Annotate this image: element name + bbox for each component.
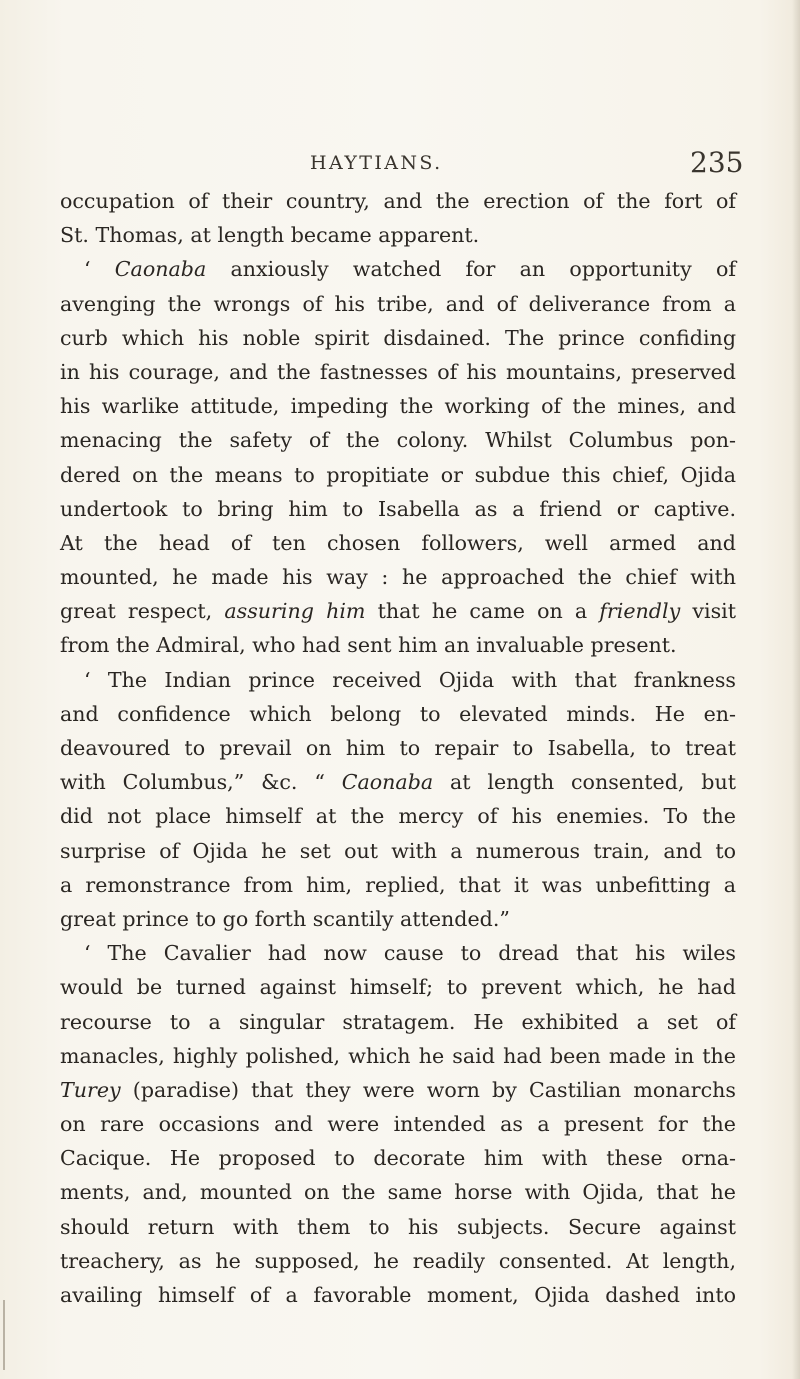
text-segment: with Columbus,” &c. “ — [60, 770, 342, 795]
text-line — [60, 1107, 736, 1141]
text-line — [60, 765, 736, 799]
text-segment: great respect, — [60, 599, 225, 624]
text-line — [60, 697, 736, 731]
text-line — [60, 526, 736, 560]
text-segment: from the Admiral, who had sent him an invaluable present. — [60, 633, 677, 658]
body-text — [60, 184, 736, 1312]
text-line — [60, 1210, 736, 1244]
text-line — [60, 252, 736, 286]
text-line — [60, 287, 736, 321]
text-line — [60, 868, 736, 902]
text-segment: visit — [680, 599, 737, 624]
page-edge-shadow — [792, 0, 800, 1379]
text-segment: availing himself of a favorable moment, Ojida dashed into — [60, 1283, 736, 1307]
italic-text: Caonaba — [114, 257, 207, 282]
text-segment: recourse to a singular stratagem. He exhibited a set of — [60, 1009, 736, 1034]
text-segment: ‘ — [84, 257, 115, 282]
text-segment: at length consented, but — [433, 770, 736, 795]
running-title: HAYTIANS. — [310, 152, 443, 174]
italic-text: friendly — [599, 599, 681, 624]
text-line — [60, 492, 736, 526]
text-line — [60, 1244, 736, 1278]
italic-text: Turey — [60, 1077, 121, 1102]
text-line — [60, 1073, 736, 1107]
text-segment: great prince to go forth scantily attended.” — [60, 906, 510, 931]
text-segment: (paradise) that they were worn by Castilian monarchs — [120, 1077, 736, 1102]
text-segment: deavoured to prevail on him to repair to Isabella, to treat — [60, 736, 736, 760]
text-line — [60, 560, 736, 594]
margin-mark — [3, 1300, 5, 1370]
text-line — [60, 902, 736, 936]
text-segment: avenging the wrongs of his tribe, and of deliverance from a — [60, 291, 736, 316]
text-segment: should return with them to his subjects. Secure against — [60, 1214, 736, 1239]
text-line — [60, 1005, 736, 1039]
text-segment: in his courage, and the fastnesses of his mountains, preserved — [60, 359, 736, 384]
running-head — [0, 146, 800, 186]
text-segment: manacles, highly polished, which he said had been made in the — [60, 1043, 736, 1068]
text-line — [60, 731, 736, 765]
text-line — [60, 1175, 736, 1209]
text-segment: mounted, he made his way : he approached the chief with — [60, 565, 736, 590]
text-line — [60, 936, 736, 970]
italic-text: assuring him — [224, 599, 366, 624]
text-segment: a remonstrance from him, replied, that it was unbefitting a — [60, 872, 736, 897]
text-segment: anxiously watched for an opportunity of — [206, 257, 736, 282]
text-line — [60, 423, 736, 457]
text-line — [60, 184, 736, 218]
text-segment: on rare occasions and were intended as a present for the — [60, 1112, 736, 1137]
text-segment: ‘ The Cavalier had now cause to dread that his wiles — [84, 941, 736, 966]
text-segment: treachery, as he supposed, he readily consented. At length, — [60, 1248, 736, 1273]
text-segment: ments, and, mounted on the same horse with Ojida, that he — [60, 1180, 736, 1205]
text-line — [60, 663, 736, 697]
text-line — [60, 799, 736, 833]
text-segment: would be turned against himself; to prevent which, he had — [60, 975, 736, 1000]
text-line — [60, 594, 736, 628]
text-line — [60, 970, 736, 1004]
text-segment: surprise of Ojida he set out with a numerous train, and to — [60, 838, 736, 863]
text-segment: Cacique. He proposed to decorate him with these orna- — [60, 1146, 736, 1171]
text-segment: St. Thomas, at length became apparent. — [60, 223, 480, 248]
text-line — [60, 1278, 736, 1312]
text-segment: did not place himself at the mercy of his enemies. To the — [60, 804, 736, 829]
text-segment: occupation of their country, and the erection of the fort of — [60, 189, 736, 213]
text-line — [60, 389, 736, 423]
text-line — [60, 458, 736, 492]
text-segment: and confidence which belong to elevated minds. He en- — [60, 701, 736, 726]
text-segment: dered on the means to propitiate or subdue this chief, Ojida — [60, 462, 736, 487]
text-line — [60, 628, 736, 662]
text-line — [60, 218, 736, 252]
text-line — [60, 321, 736, 355]
text-segment: that he came on a — [365, 599, 600, 624]
page-number: 235 — [690, 146, 744, 179]
text-segment: his warlike attitude, impeding the working of the mines, and — [60, 394, 736, 419]
text-line — [60, 834, 736, 868]
text-segment: curb which his noble spirit disdained. The prince confiding — [60, 325, 736, 350]
text-line — [60, 355, 736, 389]
text-segment: At the head of ten chosen followers, well armed and — [60, 530, 736, 555]
text-segment: menacing the safety of the colony. Whilst Columbus pon- — [60, 428, 736, 453]
text-segment: ‘ The Indian prince received Ojida with that frankness — [84, 667, 736, 692]
text-segment: undertook to bring him to Isabella as a friend or captive. — [60, 496, 736, 521]
text-line — [60, 1141, 736, 1175]
italic-text: Caonaba — [341, 770, 434, 795]
text-line — [60, 1039, 736, 1073]
